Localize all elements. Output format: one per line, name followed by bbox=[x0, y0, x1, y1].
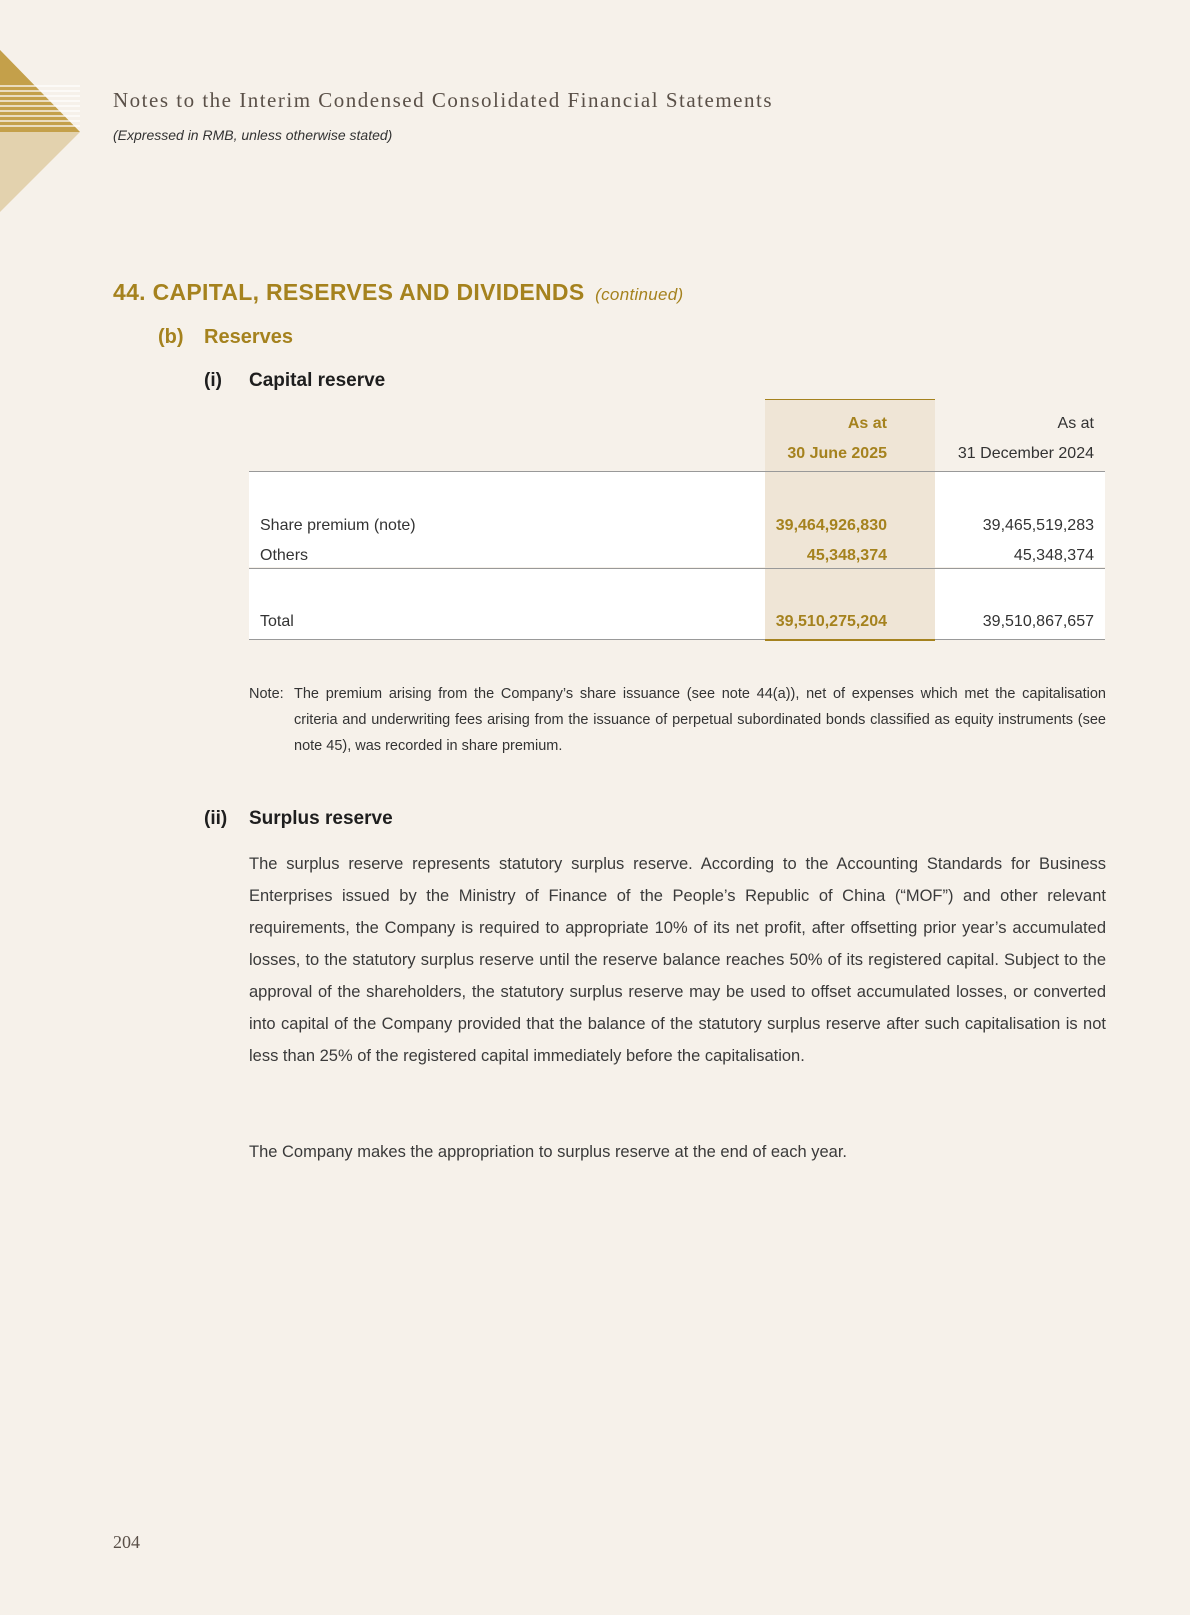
section-title: CAPITAL, RESERVES AND DIVIDENDS bbox=[152, 279, 585, 305]
col-current-header-line2: 30 June 2025 bbox=[787, 445, 887, 462]
running-header-title: Notes to the Interim Condensed Consolidated Financial Statements bbox=[113, 88, 773, 112]
row-prior-value: 39,465,519,283 bbox=[982, 517, 1094, 534]
col-prior-header-line2: 31 December 2024 bbox=[957, 445, 1094, 462]
col-prior-header-line1: As at bbox=[1057, 415, 1094, 432]
row-current-value: 45,348,374 bbox=[806, 547, 887, 564]
subsection-title: Reserves bbox=[204, 326, 293, 348]
section-heading bbox=[113, 279, 684, 306]
section-number: 44. bbox=[113, 279, 146, 305]
header-rule bbox=[249, 471, 1105, 472]
section-continued: (continued) bbox=[595, 285, 684, 304]
note-text: The premium arising from the Company’s share issuance (see note 44(a)), net of expenses which met the capitalisation criteria and underwriting fees arising from the issuance of perpetual subordinated bonds classified as equity instruments (see note 45), was recorded in share premium. bbox=[294, 686, 1106, 754]
total-label: Total bbox=[260, 613, 294, 630]
col-current-header-line1: As at bbox=[847, 415, 887, 432]
capital-reserve-number: (i) bbox=[204, 370, 222, 391]
capital-reserve-heading bbox=[204, 370, 385, 392]
capital-reserve-table bbox=[249, 399, 1105, 641]
running-header-subtitle: (Expressed in RMB, unless otherwise stated) bbox=[113, 127, 393, 143]
note-label: Note: bbox=[249, 686, 284, 702]
table-note bbox=[249, 681, 1106, 759]
row-prior-value: 45,348,374 bbox=[1013, 547, 1094, 564]
capital-reserve-title: Capital reserve bbox=[249, 370, 386, 391]
row-current-value: 39,464,926,830 bbox=[775, 517, 887, 534]
surplus-reserve-number: (ii) bbox=[204, 808, 228, 829]
row-label: Share premium (note) bbox=[260, 517, 416, 534]
subtotal-rule bbox=[249, 568, 1105, 569]
subsection-heading bbox=[158, 326, 293, 349]
subsection-number: (b) bbox=[158, 326, 184, 348]
surplus-reserve-paragraph: The surplus reserve represents statutory surplus reserve. According to the Accounting Standards for Business Enterprises issued by the Ministry of Finance of the People’s Republic of China (“MOF”) and other relevant requirements, the Company is required to appropriate 10% of its net profit, after offsetting prior year’s accumulated losses, to the statutory surplus reserve until the reserve balance reaches 50% of its registered capital. Subject to the approval of the shareholders, the statutory surplus reserve may be used to offset accumulated losses, or converted into capital of the Company provided that the balance of the statutory surplus reserve after such capitalisation is not less than 25% of the registered capital immediately before the capitalisation. bbox=[249, 855, 1106, 1065]
row-label: Others bbox=[260, 547, 309, 564]
total-prior-value: 39,510,867,657 bbox=[982, 613, 1094, 630]
total-rule bbox=[249, 639, 1105, 640]
surplus-reserve-heading bbox=[204, 808, 393, 830]
corner-decoration bbox=[0, 50, 80, 212]
total-current-value: 39,510,275,204 bbox=[775, 613, 887, 630]
surplus-reserve-title: Surplus reserve bbox=[249, 808, 393, 829]
page-number: 204 bbox=[113, 1532, 140, 1552]
surplus-reserve-appropriation-paragraph: The Company makes the appropriation to surplus reserve at the end of each year. bbox=[249, 1143, 848, 1161]
